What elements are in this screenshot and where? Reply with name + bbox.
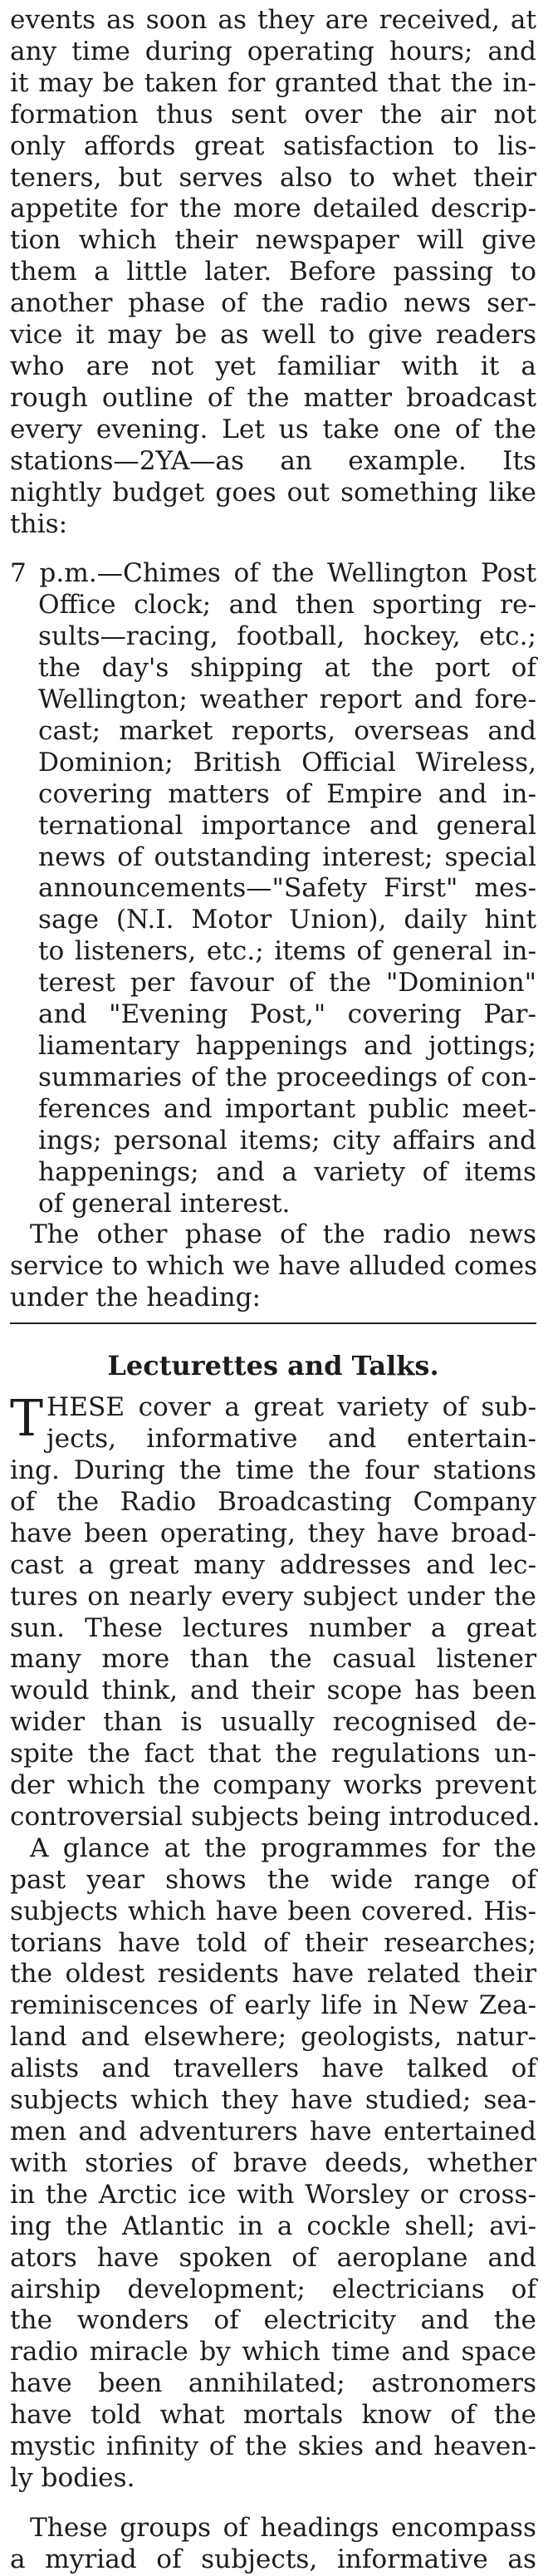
- paragraph-line: would think, and their scope has been: [10, 1676, 536, 1706]
- paragraph-line: and "Evening Post," covering Par-: [38, 999, 536, 1030]
- paragraph-line: der which the company works prevent: [10, 1770, 536, 1801]
- paragraph-line: covering matters of Empire and in-: [38, 778, 536, 809]
- paragraph-line: stations—2YA—as an example. Its: [10, 445, 536, 476]
- paragraph-line: another phase of the radio news ser-: [10, 288, 536, 319]
- paragraph-gap: [10, 2495, 536, 2513]
- paragraph-line: of the Radio Broadcasting Company: [10, 1486, 536, 1517]
- paragraph-line: many more than the casual listener: [10, 1644, 536, 1675]
- paragraph-line: HESE cover a great variety of sub-: [46, 1392, 536, 1423]
- paragraph-line: announcements—"Safety First" mes-: [38, 873, 536, 904]
- paragraph-line: the wonders of electricity and the: [10, 2305, 536, 2336]
- paragraph-line: ferences and important public meet-: [38, 1093, 536, 1124]
- paragraph-line: have been operating, they have broad-: [10, 1518, 536, 1548]
- paragraph-line: this:: [10, 508, 68, 539]
- paragraph-line: jects, informative and entertain-: [46, 1424, 536, 1455]
- paragraph-line: under the heading:: [10, 1283, 262, 1313]
- paragraph-line: past year shows the wide range of: [10, 1864, 536, 1895]
- paragraph-line: a myriad of subjects, informative as: [10, 2544, 536, 2574]
- paragraph-line: Dominion; British Official Wireless,: [38, 747, 536, 778]
- paragraph-line: sage (N.I. Motor Union), daily hint: [38, 905, 536, 935]
- intro-paragraph: [10, 5, 536, 540]
- paragraph-line: who are not yet familiar with it a: [10, 351, 536, 381]
- paragraph-line: only affords great satisfaction to lis-: [10, 130, 536, 161]
- paragraph-line: liamentary happenings and jottings;: [38, 1031, 536, 1061]
- section-rule: [10, 1322, 536, 1324]
- paragraph-line: have told what mortals know of the: [10, 2400, 536, 2431]
- paragraph-line: torians have told of their researches;: [10, 1927, 536, 1958]
- paragraph-line: formation thus sent over the air not: [10, 99, 536, 130]
- lecturettes-paragraph: [10, 1390, 541, 1833]
- paragraph-line: 7 p.m.—Chimes of the Wellington Post: [10, 558, 536, 589]
- paragraph-line: A glance at the programmes for the: [30, 1833, 536, 1863]
- paragraph-line: airship development; electricians of: [10, 2274, 536, 2304]
- paragraph-line: controversial subjects being introduced.: [10, 1801, 541, 1832]
- paragraph-line: spite the fact that the regulations un-: [10, 1739, 536, 1769]
- section-heading: Lecturettes and Talks.: [107, 1350, 439, 1382]
- paragraph-line: Office clock; and then sporting re-: [38, 590, 536, 621]
- paragraph-line: land and elsewhere; geologists, natur-: [10, 2022, 536, 2053]
- broadcast-schedule: [10, 558, 536, 1219]
- paragraph-line: any time during operating hours; and: [10, 36, 536, 66]
- paragraph-line: in the Arctic ice with Worsley or cross-: [10, 2179, 536, 2210]
- paragraph-gap: [10, 540, 536, 558]
- paragraph-line: These groups of headings encompass: [30, 2512, 536, 2543]
- paragraph-line: ly bodies.: [10, 2462, 135, 2493]
- paragraph-line: subjects which have been covered. His-: [10, 1896, 536, 1926]
- paragraph-line: radio miracle by which time and space: [10, 2337, 536, 2367]
- paragraph-line: have been annihilated; astronomers: [10, 2368, 536, 2399]
- paragraph-line: appetite for the more detailed descrip-: [10, 194, 536, 224]
- paragraph-line: it may be taken for granted that the in-: [10, 67, 536, 98]
- paragraph-line: sun. These lectures number a great: [10, 1612, 536, 1643]
- paragraph-line: ators have spoken of aeroplane and: [10, 2242, 536, 2273]
- paragraph-line: ings; personal items; city affairs and: [38, 1125, 536, 1156]
- paragraph-line: wider than is usually recognised de-: [10, 1707, 536, 1738]
- paragraph-line: vice it may be as well to give readers: [10, 320, 536, 351]
- drop-cap: T: [10, 1390, 44, 1449]
- paragraph-line: mystic infinity of the skies and heaven-: [10, 2431, 536, 2462]
- paragraph-line: cast a great many addresses and lec-: [10, 1549, 536, 1580]
- paragraph-line: every evening. Let us take one of the: [10, 414, 536, 444]
- paragraph-line: terest per favour of the "Dominion": [38, 968, 536, 999]
- paragraph-line: the day's shipping at the port of: [38, 653, 536, 684]
- paragraph-line: with stories of brave deeds, whether: [10, 2147, 536, 2178]
- paragraph-line: cast; market reports, overseas and: [38, 715, 536, 746]
- paragraph-line: subjects which they have studied; sea-: [10, 2085, 536, 2116]
- paragraph-line: rough outline of the matter broadcast: [10, 382, 536, 413]
- paragraph-line: tion which their newspaper will give: [10, 225, 536, 256]
- glance-paragraph: [10, 1833, 536, 2495]
- paragraph-line: them a little later. Before passing to: [10, 257, 536, 287]
- paragraph-line: of general interest.: [38, 1188, 291, 1219]
- paragraph-line: news of outstanding interest; special: [38, 841, 536, 872]
- paragraph-line: ternational importance and general: [38, 810, 536, 841]
- paragraph-line: The other phase of the radio news: [30, 1219, 536, 1250]
- paragraph-line: nightly budget goes out something like: [10, 477, 536, 508]
- paragraph-line: ing the Atlantic in a cockle shell; avi-: [10, 2210, 536, 2241]
- paragraph-line: summaries of the proceedings of con-: [38, 1062, 536, 1092]
- paragraph-line: tures on nearly every subject under the: [10, 1581, 536, 1612]
- paragraph-line: men and adventurers have entertained: [10, 2117, 536, 2147]
- paragraph-line: reminiscences of early life in New Zea-: [10, 1990, 536, 2021]
- service-paragraph: [10, 1219, 536, 1314]
- paragraph-line: the oldest residents have related their: [10, 1959, 536, 1990]
- closing-paragraph: [10, 2513, 536, 2576]
- paragraph-line: happenings; and a variety of items: [38, 1156, 536, 1187]
- paragraph-line: sults—racing, football, hockey, etc.;: [38, 621, 536, 652]
- paragraph-line: alists and travellers have talked of: [10, 2053, 536, 2084]
- paragraph-line: to listeners, etc.; items of general in-: [38, 936, 536, 967]
- paragraph-line: Wellington; weather report and fore-: [38, 684, 536, 715]
- paragraph-line: events as soon as they are received, at: [10, 5, 536, 35]
- paragraph-line: teners, but serves also to whet their: [10, 162, 536, 193]
- paragraph-line: ing. During the time the four stations: [10, 1455, 536, 1485]
- paragraph-line: service to which we have alluded comes: [10, 1251, 538, 1282]
